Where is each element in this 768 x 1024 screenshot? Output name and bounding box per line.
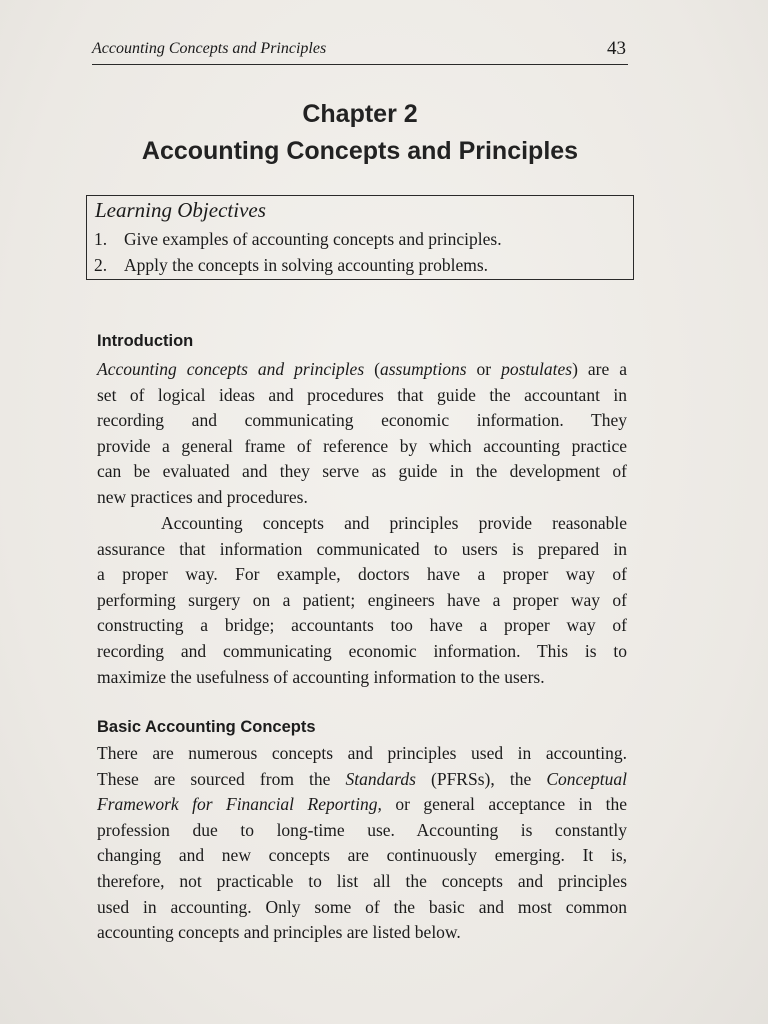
italic-term: Conceptual [546,768,628,789]
objective-item [94,229,502,250]
text-line: maximize the usefulness of accounting information to the users. [97,666,545,687]
running-header [92,38,628,65]
introduction-paragraph-1 [97,357,627,511]
italic-term: Standards [345,768,416,789]
chapter-title: Accounting Concepts and Principles [141,137,579,165]
objective-text: Apply the concepts in solving accounting problems. [124,255,489,275]
text-line: There are numerous concepts and principles used in accounting. [97,743,627,763]
introduction-heading: Introduction [97,332,194,350]
learning-objectives-heading: Learning Objectives [95,198,266,222]
text-line [97,767,627,793]
text-span: or general acceptance in the [381,794,627,815]
italic-term: Framework for Financial Reporting, [97,794,382,815]
text-line [97,357,627,383]
text-line: constructing a bridge; accountants too have a proper way of [97,615,627,636]
italic-term: Accounting concepts and principles [97,359,365,379]
italic-term: postulates [501,359,573,379]
text-line: profession due to long-time use. Accounting is constantly [97,819,627,840]
objective-item [94,255,488,276]
text-line: recording and communicating economic information. This is to [97,640,627,661]
italic-term: assumptions [379,359,467,379]
text-line: recording and communicating economic information. They [97,410,627,431]
text-line: provide a general frame of reference by which accounting practice [97,435,627,456]
chapter-number: Chapter 2 [302,100,418,128]
text-line: new practices and procedures. [97,486,308,507]
text-line: assurance that information communicated to users is prepared in [97,538,627,559]
text-line: a proper way. For example, doctors have a proper way of [97,564,627,585]
objective-number: 1. [94,229,108,249]
text-span: or [466,359,502,379]
text-line: set of logical ideas and procedures that guide the accountant in [97,384,627,405]
objective-text: Give examples of accounting concepts and principles. [124,229,502,249]
text-line: can be evaluated and they serve as guide in the development of [97,461,627,482]
introduction-paragraph-2 [97,511,627,690]
text-span: ( [364,359,380,379]
text-span: These are sourced from the [97,768,346,789]
page-number: 43 [607,38,626,59]
learning-objectives-box [86,195,634,280]
text-line [97,792,627,818]
text-line: performing surgery on a patient; engineers have a proper way of [97,589,627,610]
text-line: Accounting concepts and principles provide reasonable [161,513,627,533]
text-span: (PFRSs), the [415,768,547,789]
text-line: therefore, not practicable to list all the concepts and principles [97,870,627,891]
basic-concepts-paragraph [97,741,627,946]
running-title: Accounting Concepts and Principles [92,40,327,57]
basic-concepts-heading: Basic Accounting Concepts [97,718,316,736]
text-line: used in accounting. Only some of the basic and most common [97,896,627,917]
objective-number: 2. [94,255,108,275]
text-span: ) are a [572,359,628,379]
text-line: accounting concepts and principles are listed below. [97,922,461,943]
text-line: changing and new concepts are continuously emerging. It is, [97,845,627,866]
